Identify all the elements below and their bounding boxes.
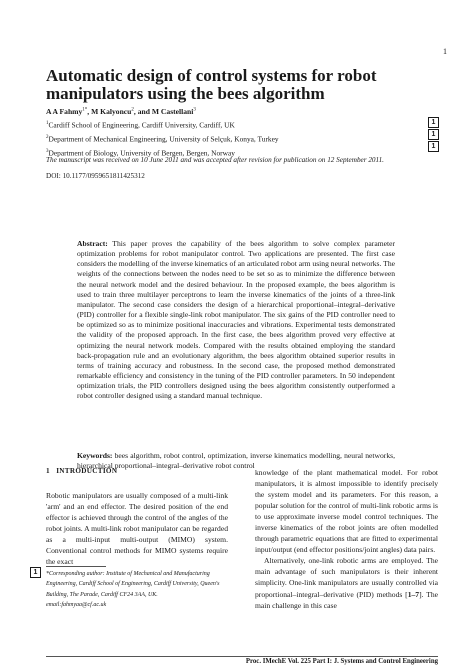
affiliation — [46, 132, 426, 146]
annotation-marker[interactable]: 1 — [428, 117, 439, 128]
affiliation-text: Department of Biology, University of Bergen, Bergen, Norway — [48, 148, 235, 158]
paper-title: Automatic design of control systems for robot manipulators using the bees algorithm — [46, 66, 377, 103]
affiliation-list — [46, 118, 426, 160]
intro-paragraph — [255, 555, 438, 610]
author-name: M Kalyoncu — [91, 107, 132, 116]
author-separator: , and — [133, 107, 152, 116]
author-separator: , — [87, 107, 92, 116]
author-name: A A Fahmy — [46, 107, 83, 116]
intro-paragraph-left: Robotic manipulators are usually composed of a multi-link 'arm' and an end effector. The desired position of the end effector is achieved through the control of the angles of the robot joints. A multi-link robot manipulator can be regarded as a multi-input multi-output (MIMO) system. Conventional control methods for MIMO systems require the exact — [46, 491, 229, 567]
affiliation-number: 3 — [46, 148, 49, 154]
author-list — [46, 107, 196, 116]
affiliation-text: Cardiff School of Engineering, Cardiff University, Cardiff, UK — [48, 120, 235, 130]
affiliation-number: 2 — [46, 134, 49, 140]
abstract-text: This paper proves the capability of the bees algorithm to solve complex parameter optimization problems for robot manipulator control. Two applications are presented. The first case considers the modelling of the inverse kinematics of an articulated robot arm using neural networks. The weights of the connections between the nodes need to be set so as to minimize the difference between the neural network model and the desired behaviour. In the proposed example, the bees algorithm is used to train three multilayer perceptrons to learn the inverse kinematics of the joints of a three-link manipulator. The second case considers the design of a hierarchical proportional–integral–derivative (PID) controller for a flexible single-link robot manipulator. The six gains of the PID controller need to be optimized so as to minimize positional inaccuracies and vibrations. Experimental tests demonstrated the validity of the proposed approach. In the first case, the bees algorithm proved very effective at optimizing the neural network models. Compared with the results obtained employing the standard back-propagation rule and an evolutionary algorithm, the bees algorithm obtained superior results in terms of training accuracy and robustness. In the second case, the proposed method demonstrated remarkable efficiency and consistency in the tuning of the PID controller parameters. In 50 independent optimization trials, the PID controllers designed using the bees algorithm consistently outperformed a robot controller designed using a standard manual technique. — [77, 239, 395, 401]
keywords-label: Keywords: — [77, 451, 113, 460]
abstract-label: Abstract: — [77, 239, 108, 248]
annotation-marker[interactable]: 1 — [428, 129, 439, 140]
citation-link[interactable]: 1–7 — [407, 589, 420, 599]
annotation-marker[interactable]: 1 — [30, 567, 41, 578]
section-number: 1 — [46, 467, 50, 475]
corresponding-author-footnote — [46, 569, 228, 611]
author-affiliation-mark: 3 — [193, 107, 196, 113]
author-name: M Castellani — [151, 107, 194, 116]
journal-footer: Proc. IMechE Vol. 225 Part I: J. Systems and Control Engineering — [245, 658, 438, 665]
annotation-marker[interactable]: 1 — [428, 141, 439, 152]
keywords-text: bees algorithm, robot control, optimization, inverse kinematics modelling, neural networks, hierarchical proportional–integral–derivative robot control — [77, 451, 395, 471]
footnote-divider — [46, 566, 106, 567]
author-affiliation-mark: 2 — [131, 107, 134, 113]
footnote-text: *Corresponding author: Institute of Mechanical and Manufacturing Engineering, Cardiff School of Engineering, Cardiff University, Queen's Building, The Parade, Cardiff CF24 3AA, UK. — [46, 571, 220, 598]
intro-text: Alternatively, one-link robotic arms are employed. The main advantage of such manipulators is their inherent simplicity. One-link manipulators are usually controlled via proportional–integral–derivative (PID) methods [ — [255, 556, 438, 599]
section-heading — [46, 467, 117, 475]
author-affiliation-mark: 1* — [82, 107, 88, 113]
page-number: 1 — [443, 47, 447, 56]
abstract — [77, 239, 395, 402]
manuscript-dates: The manuscript was received on 10 June 2011 and was accepted after revision for publication on 12 September 2011. — [46, 156, 384, 164]
footer-divider — [46, 656, 438, 657]
intro-column-right — [255, 467, 438, 611]
affiliation-number: 1 — [46, 121, 49, 126]
section-title: INTRODUCTION — [56, 467, 118, 475]
affiliation — [46, 118, 426, 132]
intro-paragraph: knowledge of the plant mathematical model. For robot manipulators, it is almost impossible to identify precisely the system model and its parameters. For this reason, a popular solution for the control of multi-link robotic arms is to use approximate inverse model control techniques. The inverse kinematics of the robot joints are often modelled through parametric equations that are fitted to experimental input/output (end effector positions/joint angles) data pairs. — [255, 468, 438, 555]
intro-text: ]. The main challenge in this case — [255, 589, 439, 610]
doi: DOI: 10.1177/0959651811425312 — [46, 172, 145, 180]
footnote-email[interactable]: email:fahmyaa@cf.ac.uk — [46, 602, 107, 609]
affiliation-text: Department of Mechanical Engineering, University of Selçuk, Konya, Turkey — [48, 134, 279, 144]
